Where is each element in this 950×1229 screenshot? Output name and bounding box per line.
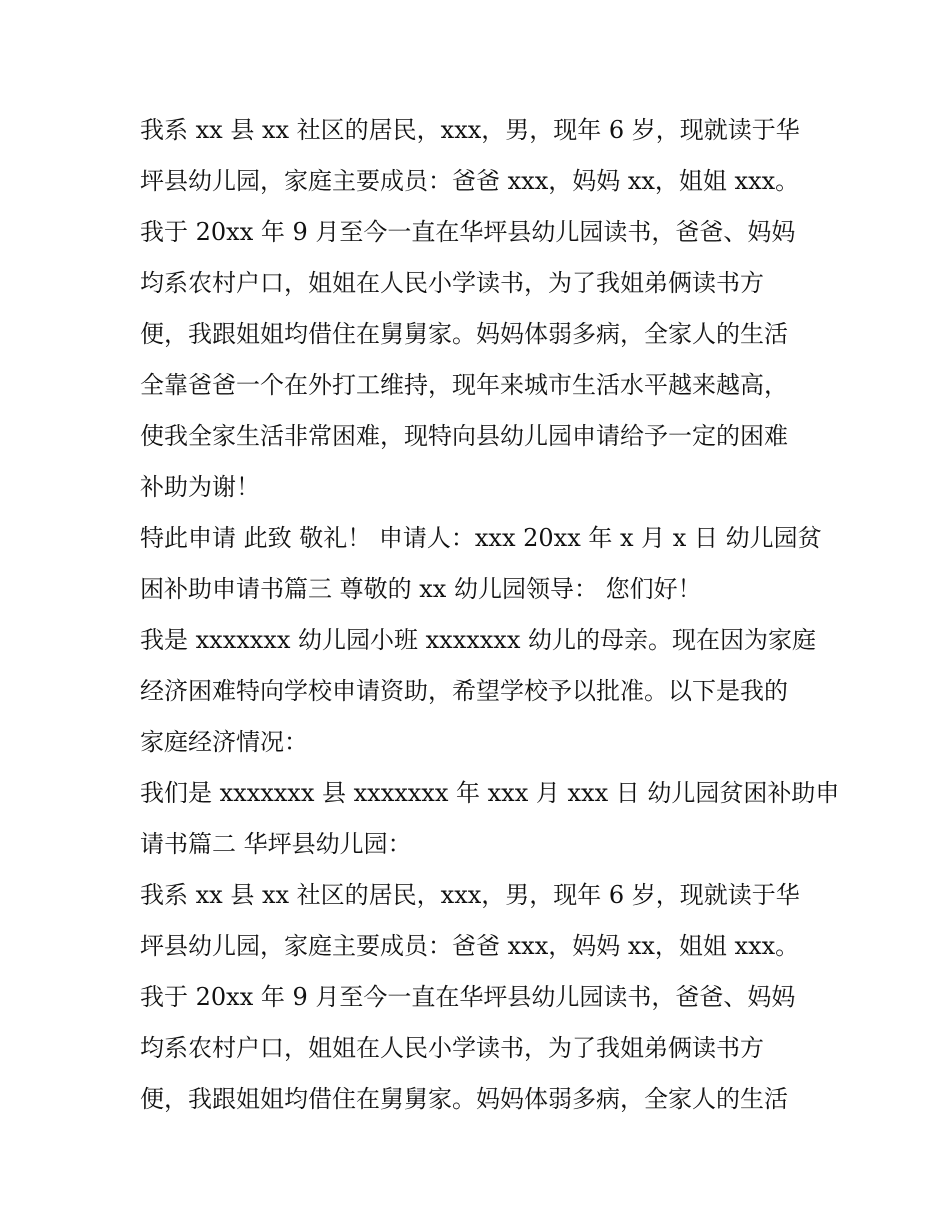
text-line: 我系 xx 县 xx 社区的居民，xxx，男，现年 6 岁，现就读于华 bbox=[140, 116, 800, 144]
text-line: 我系 xx 县 xx 社区的居民，xxx，男，现年 6 岁，现就读于华 bbox=[140, 881, 800, 909]
text-line: 困补助申请书篇三 尊敬的 xx 幼儿园领导： 您们好！ bbox=[140, 575, 702, 603]
text-line: 请书篇二 华坪县幼儿园： bbox=[140, 830, 412, 858]
text-line: 我于 20xx 年 9 月至今一直在华坪县幼儿园读书，爸爸、妈妈 bbox=[140, 218, 796, 246]
text-line: 我们是 xxxxxxx 县 xxxxxxx 年 xxx 月 xxx 日 幼儿园贫困补助申 bbox=[140, 779, 840, 807]
text-line: 使我全家生活非常困难，现特向县幼儿园申请给予一定的困难 bbox=[140, 422, 788, 450]
text-line: 全靠爸爸一个在外打工维持，现年来城市生活水平越来越高， bbox=[140, 371, 788, 399]
text-line: 均系农村户口，姐姐在人民小学读书，为了我姐弟俩读书方 bbox=[140, 269, 764, 297]
text-line: 家庭经济情况： bbox=[140, 728, 308, 756]
text-line: 坪县幼儿园，家庭主要成员：爸爸 xxx，妈妈 xx，姐姐 xxx。 bbox=[140, 932, 800, 960]
text-line: 便，我跟姐姐均借住在舅舅家。妈妈体弱多病，全家人的生活 bbox=[140, 320, 788, 348]
text-line: 坪县幼儿园，家庭主要成员：爸爸 xxx，妈妈 xx，姐姐 xxx。 bbox=[140, 167, 800, 195]
text-line: 均系农村户口，姐姐在人民小学读书，为了我姐弟俩读书方 bbox=[140, 1034, 764, 1062]
document-body bbox=[140, 108, 840, 1128]
text-line: 特此申请 此致 敬礼！ 申请人：xxx 20xx 年 x 月 x 日 幼儿园贫 bbox=[140, 524, 822, 552]
text-line: 我是 xxxxxxx 幼儿园小班 xxxxxxx 幼儿的母亲。现在因为家庭 bbox=[140, 626, 817, 654]
text-line: 便，我跟姐姐均借住在舅舅家。妈妈体弱多病，全家人的生活 bbox=[140, 1085, 788, 1113]
text-line: 经济困难特向学校申请资助，希望学校予以批准。以下是我的 bbox=[140, 677, 788, 705]
text-line: 我于 20xx 年 9 月至今一直在华坪县幼儿园读书，爸爸、妈妈 bbox=[140, 983, 796, 1011]
text-line: 补助为谢！ bbox=[140, 473, 260, 501]
